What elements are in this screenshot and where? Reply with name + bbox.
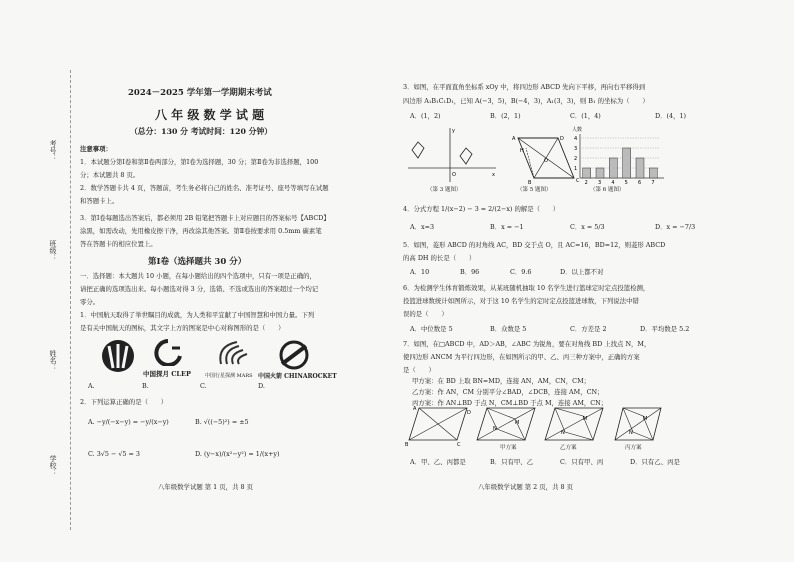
chart-ytick-label: 4	[574, 136, 578, 142]
right-footer: 八年级数学试题 第 2 页，共 8 页	[478, 483, 573, 491]
chart-ytick-label: 2	[574, 156, 578, 162]
svg-text:D: D	[560, 136, 564, 142]
chart-bar	[596, 168, 604, 178]
chart-ylabel: 人数	[572, 127, 583, 133]
fig3-caption: （第 3 题图）	[427, 187, 462, 193]
chart-bar	[583, 168, 591, 178]
q3-choice-d: D．(4，1)	[655, 112, 687, 120]
notice-line: 3．第Ⅰ卷每题选出答案后，都必须用 2B 铅笔把答题卡上对应题目的答案标号【ABCD】	[80, 214, 330, 222]
logo-mars-text: 中国行星探测 MARS	[205, 373, 253, 379]
q7-choice-b: B．只有甲、乙	[490, 458, 534, 466]
q2-choice-b: B. √((−5)²) = ±5	[195, 418, 249, 426]
chart-xtick-label: 6	[638, 180, 642, 186]
exam-title: 2024－2025 学年第一学期期末考试	[128, 88, 272, 98]
section-line: 零分。	[80, 298, 100, 306]
svg-text:D: D	[467, 410, 471, 416]
chart-ytick-label: 1	[574, 166, 578, 172]
chart-bar	[636, 158, 644, 178]
notice-line: 和答题卡上。	[80, 197, 119, 205]
svg-text:A: A	[413, 406, 417, 412]
svg-text:H: H	[520, 148, 524, 154]
q3-choice-c: C．(1，4)	[570, 112, 601, 120]
fig6-caption: （第 6 题图）	[590, 187, 625, 193]
q2-choice-a: A. −y/(−x−y) = −y/(x−y)	[88, 418, 169, 426]
q7-caption-a: 甲方案	[500, 445, 517, 451]
q5-choice-d: D．以上都不对	[560, 268, 604, 276]
q7-line: 使四边形 ANCM 为平行四边形，在如图所示的甲、乙、丙三种方案中，正确的方案	[403, 353, 640, 361]
svg-text:O: O	[544, 158, 548, 164]
chart-bar	[649, 168, 657, 178]
svg-text:M: M	[515, 420, 520, 426]
chart-xtick-label: 7	[651, 180, 655, 186]
notice-line: 1．本试题分第Ⅰ卷和第Ⅱ卷两部分，第Ⅰ卷为选择题，30 分；第Ⅱ卷为非选择题，100	[80, 158, 319, 166]
q3-choice-a: A．(1，2)	[410, 112, 441, 120]
chart-xtick-label: 5	[624, 180, 628, 186]
q6-choice-b: B．众数是 5	[490, 325, 527, 333]
score-time: （总分：130 分 考试时间：120 分钟）	[130, 127, 273, 136]
q4-choice-c: C．x = 5/3	[570, 223, 605, 231]
svg-text:B: B	[405, 442, 409, 446]
svg-text:M: M	[583, 416, 588, 422]
q7-choice-a: A．甲、乙、丙都是	[410, 458, 466, 466]
q2-choice-d: D. (y−x)/(x²−y²) = 1/(x+y)	[195, 450, 280, 458]
svg-text:x: x	[492, 172, 495, 178]
notice-line: 答在答题卡的相应位置上。	[80, 240, 157, 248]
svg-text:O: O	[452, 172, 456, 178]
q4-stem: 4．分式方程 1/(x−2) − 3 = 2/(2−x) 的解是（ ）	[403, 205, 560, 213]
q7-figures	[405, 404, 665, 446]
q2-stem: 2．下列运算正确的是（ ）	[80, 398, 168, 406]
q1-choice-a: A.	[88, 382, 95, 390]
q1-line: 是有关中国航天的图标，其文字上方的图案是中心对称图形的是（ ）	[80, 324, 285, 332]
q7-choice-c: C．只有甲、丙	[560, 458, 604, 466]
q2-choice-c: C. 3√5 − √5 = 3	[88, 450, 140, 458]
q6-choice-d: D．平均数是 5.2	[640, 325, 690, 333]
q6-line: 误的是（ ）	[403, 310, 448, 318]
svg-text:C: C	[576, 178, 580, 184]
q6-bar-chart	[560, 124, 670, 186]
q5-line: 5．如图，菱形 ABCD 的对角线 AC，BD 交于点 O，且 AC=16，BD=12，则菱形 ABCD	[403, 241, 666, 249]
svg-text:A: A	[512, 136, 516, 142]
logo-cnsa-icon	[98, 338, 138, 380]
logo-rocket-icon	[276, 340, 312, 370]
q3-figure	[404, 124, 500, 184]
q4-choice-b: B．x = −1	[490, 223, 524, 231]
svg-text:N: N	[629, 430, 633, 436]
notice-title: 注意事项：	[80, 145, 112, 153]
chart-xtick-label: 4	[611, 180, 615, 186]
notice-line: 涂黑，如需改动，先用橡皮擦干净，再改涂其他答案。第Ⅱ卷按要求用 0.5mm 碳素笔	[80, 227, 322, 235]
q1-choice-b: B.	[142, 382, 149, 390]
svg-text:N: N	[493, 426, 497, 432]
svg-text:B: B	[528, 180, 532, 184]
q7-plan-c: 丙方案：作 AN⊥BD 于点 N，CM⊥BD 于点 M，连接 AM，CN；	[412, 399, 608, 407]
q4-choice-a: A．x=3	[410, 223, 435, 231]
name-label: 姓名：	[49, 350, 57, 371]
chart-bar	[609, 158, 617, 178]
q5-choice-a: A．10	[410, 268, 430, 276]
q5-choice-b: B．96	[460, 268, 480, 276]
chart-bar	[623, 148, 631, 178]
left-footer: 八年级数学试题 第 1 页，共 8 页	[158, 483, 253, 491]
q1-choice-d: D.	[258, 382, 265, 390]
q6-line: 投篮进球数统计如图所示，对于这 10 名学生的定时定点投篮进球数，下列说法中错	[403, 297, 639, 305]
q3-choice-b: B．(2，1)	[490, 112, 521, 120]
chart-ytick-label: 3	[574, 146, 578, 152]
q6-choice-a: A．中位数是 5	[410, 325, 453, 333]
class-label: 班级：	[49, 240, 57, 261]
logo-mars-icon	[215, 338, 257, 370]
svg-text:C: C	[457, 442, 461, 446]
exam-no-label: 考号：	[49, 140, 57, 161]
q1-line: 1．中国航天取得了举世瞩目的成就，为人类和平宜献了中国智慧和中国力量。下列	[80, 311, 315, 319]
subject-title: 八 年 级 数 学 试 题	[155, 108, 265, 122]
binding-dashed-line	[70, 70, 71, 530]
chart-xtick-label: 2	[584, 180, 588, 186]
q7-caption-c: 丙方案	[625, 445, 642, 451]
fig5-caption: （第 5 题图）	[517, 187, 552, 193]
section-line: 一．选择题：本大题共 10 小题，在每小题给出的四个选项中，只有一项是正确的，	[80, 272, 316, 280]
q3-line: 3．如图，在平面直角坐标系 xOy 中，将四边形 ABCD 先向下平移，再向右平移得到	[403, 83, 646, 91]
svg-text:N: N	[561, 430, 565, 436]
q5-choice-c: C．9.6	[510, 268, 532, 276]
q6-line: 6．为检测学生体育锻炼效果，从某班随机抽取 10 名学生进行篮球定时定点投篮检测，	[403, 284, 650, 292]
q7-plan-a: 甲方案：在 BD 上取 BN=MD，连接 AN，AM，CN，CM；	[412, 377, 591, 385]
logo-rocket-text: 中国火箭 CHINAROCKET	[258, 373, 337, 380]
school-label: 学校：	[49, 455, 57, 476]
part-title: 第Ⅰ卷（选择题共 30 分）	[148, 257, 247, 267]
notice-line: 2．数学答题卡共 4 页，答题前，考生务必将自己的姓名、准考证号、座号等填写在试题	[80, 184, 329, 192]
svg-text:M: M	[643, 416, 648, 422]
logo-clep-icon	[150, 338, 200, 366]
q7-plan-b: 乙方案：作 AN，CM 分别平分∠BAD，∠DCB，连接 AM，CN；	[412, 388, 604, 396]
chart-xtick-label: 3	[598, 180, 602, 186]
q7-caption-b: 乙方案	[560, 445, 577, 451]
q5-line: 的高 DH 的长是（ ）	[403, 254, 476, 262]
notice-line: 分；本试题共 8 页。	[80, 171, 140, 179]
q4-choice-d: D．x = −7/3	[655, 223, 696, 231]
svg-text:y: y	[452, 128, 455, 134]
section-line: 请把正确的选项选出来。每小题选对得 3 分，选错、不选或选出的答案超过一个均记	[80, 285, 319, 293]
q1-choice-c: C.	[200, 382, 207, 390]
logo-clep-text: 中国探月 CLEP	[143, 370, 191, 378]
q6-choice-c: C．方差是 2	[570, 325, 607, 333]
q7-choice-d: D．只有乙、丙是	[630, 458, 680, 466]
q7-line: 是（ ）	[403, 366, 435, 374]
q7-line: 7．如图，在□ABCD 中，AD＞AB，∠ABC 为锐角，要在对角线 BD 上找点 N，M，	[403, 340, 651, 348]
q3-line: 四边形 A₁B₁C₁D₁，已知 A(−3，5)，B(−4，3)，A₁(3，3)，则 B₁ 的坐标为（ ）	[403, 97, 649, 105]
